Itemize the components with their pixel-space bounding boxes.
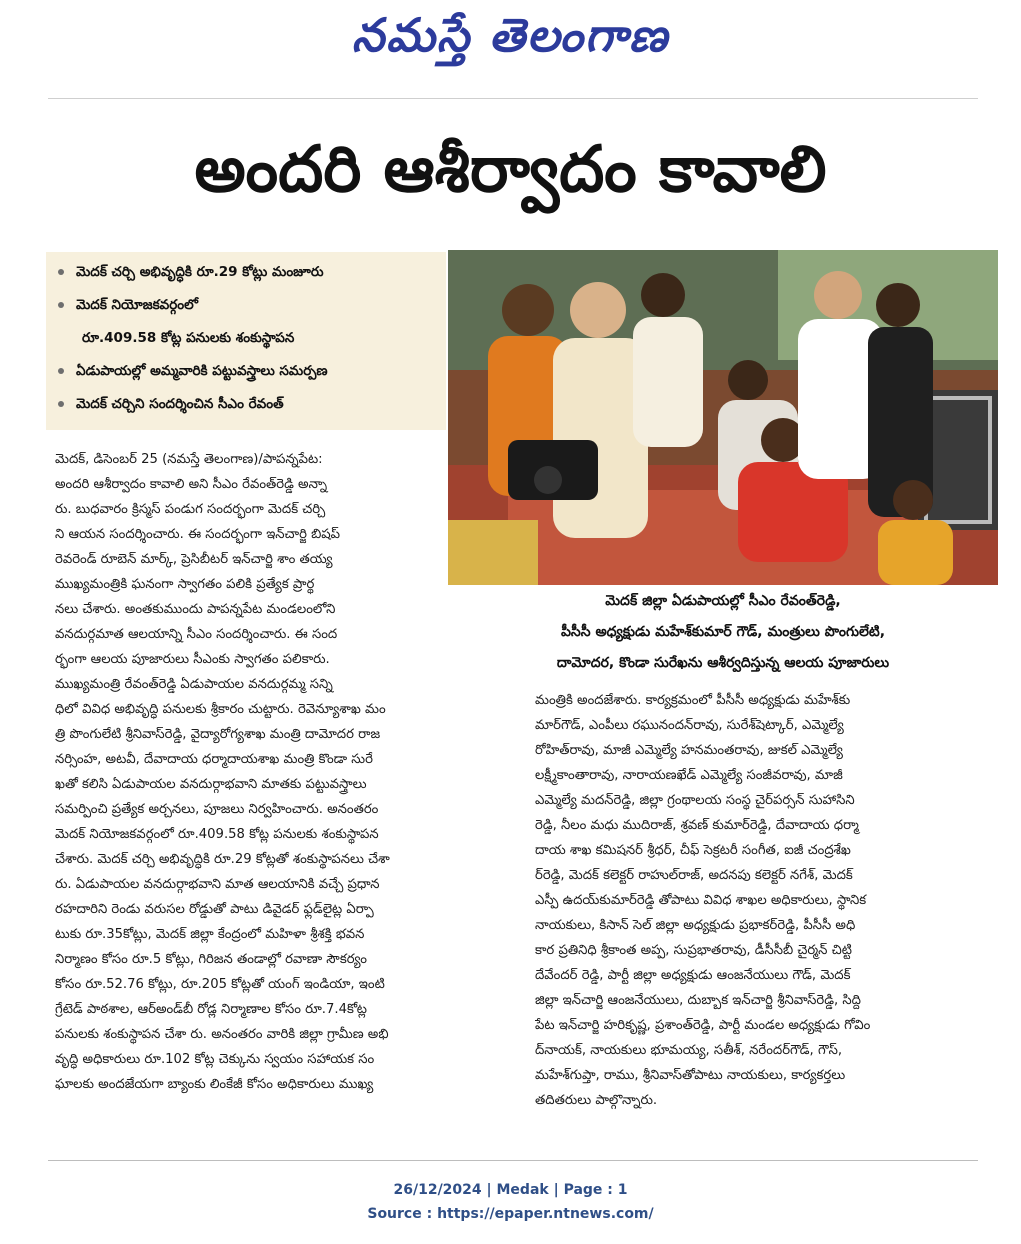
article-line: ఖతో కలిసి ఏడుపాయల వనదుర్గాభవాని మాతకు పట్టువస్త్రాలు xyxy=(55,777,367,792)
footer-rule xyxy=(48,1160,978,1161)
article-line: చేశారు. మెదక్ చర్చి అభివృద్ధికి రూ.29 కోట్లతో శంకుస్థాపనలు చేశా xyxy=(55,852,390,867)
article-line: ఘాలకు అందజేయగా బ్యాంకు లింకేజీ కోసం అధికారులు ముఖ్య xyxy=(55,1077,374,1092)
article-line: గ్రేటెడ్ పాఠశాల, ఆర్‌అండ్‌బీ రోడ్ల నిర్మాణాల కోసం రూ.7.4కోట్ల xyxy=(55,1002,367,1017)
headline: అందరి ఆశీర్వాదం కావాలి xyxy=(194,133,827,207)
article-line: రు. బుధవారం క్రిస్మస్ పండుగ సందర్భంగా మెదక్ చర్చి xyxy=(55,502,326,517)
article-line: ద్‌నాయక్, నాయకులు భూమయ్య, సతీశ్, నరేందర్‌గౌడ్, గౌస్, xyxy=(535,1043,843,1058)
article-line: వనదుర్గమాత ఆలయాన్ని సీఎం సందర్శించారు. ఈ సంద xyxy=(55,627,338,642)
article-line: టుకు రూ.35కోట్లు, మెదక్ జిల్లా కేంద్రంలో మహిళా శ్రీశక్తి భవన xyxy=(55,927,365,942)
article-line: రోహిత్‌రావు, మాజీ ఎమ్మెల్యే హనమంతరావు, జుకల్ ఎమ్మెల్యే xyxy=(535,743,843,758)
article-line: త్రి పొంగులేటి శ్రీనివాస్‌రెడ్డి, వైద్యారోగ్యశాఖ మంత్రి దామోదర రాజ xyxy=(55,727,381,742)
masthead-logo: నమస్తే తెలంగాణ xyxy=(351,8,670,62)
photo-caption-line: దామోదర, కొండా సురేఖను ఆశీర్వదిస్తున్న ఆలయ పూజారులు xyxy=(556,655,890,671)
bullet-dot-icon xyxy=(58,269,64,275)
article-line: కార ప్రతినిధి శ్రీకాంత అప్ప, సుప్రభాతరావు, డీసీసీబీ చైర్మన్ చిట్టి xyxy=(535,943,852,958)
article-column-1 xyxy=(55,447,447,1097)
bullet-dot-icon xyxy=(58,302,64,308)
photo-caption-line: పీసీసీ అధ్యక్షుడు మహేశ్‌కుమార్ గౌడ్, మంత్రులు పొంగులేటి, xyxy=(560,624,886,640)
bullet-item: మెదక్ చర్చి అభివృద్ధికి రూ.29 కోట్లు మంజూరు xyxy=(58,264,324,283)
bullet-item: ఏడుపాయల్లో అమ్మవారికి పట్టువస్త్రాలు సమర్పణ xyxy=(58,363,328,382)
photo-caption-line: మెదక్ జిల్లా ఏడుపాయల్లో సీఎం రేవంత్‌రెడ్డి, xyxy=(605,593,841,609)
article-line: ధిలో వివిధ అభివృద్ధి పనులకు శ్రీకారం చుట్టారు. రెవెన్యూశాఖ మం xyxy=(55,702,386,717)
article-line: తదితరులు పాల్గొన్నారు. xyxy=(535,1093,658,1108)
article-line: మంత్రికి అందజేశారు. కార్యక్రమంలో పీసీసీ అధ్యక్షుడు మహేశ్‌కు xyxy=(535,693,851,708)
article-line: సమర్పించి ప్రత్యేక అర్చనలు, పూజలు నిర్వహించారు. అనంతరం xyxy=(55,802,379,817)
article-line: ర్భంగా ఆలయ పూజారులు సీఎంకు స్వాగతం పలికారు. xyxy=(55,652,330,667)
article-line: ర్‌రెడ్డి, మెదక్ కలెక్టర్ రాహుల్‌రాజ్, అదనపు కలెక్టర్ నగేశ్, మెదక్ xyxy=(535,868,853,883)
footer-source-link[interactable]: Source : https://epaper.ntnews.com/ xyxy=(367,1206,654,1222)
photo-illustration xyxy=(448,250,998,585)
article-line: నలు చేశారు. అంతకుముందు పాపన్నపేట మండలంలోని xyxy=(55,602,336,617)
article-line: రెడ్డి, నీలం మధు ముదిరాజ్, శ్రవణ్ కుమార్‌రెడ్డి, దేవాదాయ ధర్మా xyxy=(535,818,859,833)
bullet-item-continued: రూ.409.58 కోట్ల పనులకు శంకుస్థాపన xyxy=(82,330,295,346)
article-line: నిర్మాణం కోసం రూ.5 కోట్లు, గిరిజన తండాల్లో రవాణా సౌకర్యం xyxy=(55,952,367,967)
article-line: జిల్లా ఇన్‌చార్జి ఆంజనేయులు, దుబ్బాక ఇన్‌చార్జి శ్రీనివాస్‌రెడ్డి, సిద్ది xyxy=(535,993,861,1008)
article-line: అందరి ఆశీర్వాదం కావాలి అని సీఎం రేవంత్‌రెడ్డి అన్నా xyxy=(55,477,328,492)
article-line: రెవరెండ్ రూబెన్ మార్క్, ప్రెసిబీటర్ ఇన్‌చార్జి శాం తయ్య xyxy=(55,552,333,567)
article-line: నర్సింహ, అటవీ, దేవాదాయ ధర్మాదాయశాఖ మంత్రి కొండా సురే xyxy=(55,752,373,767)
article-line: ముఖ్యమంత్రి రేవంత్‌రెడ్డి ఏడుపాయల వనదుర్గమ్మ సన్ని xyxy=(55,677,333,692)
article-line: ఎస్పీ ఉదయ్‌కుమార్‌రెడ్డి తోపాటు వివిధ శాఖల అధికారులు, స్థానిక xyxy=(535,893,867,908)
bullet-dot-icon xyxy=(58,368,64,374)
article-line: ముఖ్యమంత్రికి ఘనంగా స్వాగతం పలికి ప్రత్యేక ప్రార్థ xyxy=(55,577,315,592)
article-column-2 xyxy=(535,688,990,1113)
article-line: మెదక్, డిసెంబర్ 25 (నమస్తే తెలంగాణ)/పాపన్నపేట: xyxy=(55,452,323,467)
article-line: మార్‌గౌడ్, ఎంపీలు రఘునందన్‌రావు, సురేశ్‌షెట్కార్, ఎమ్మెల్యే xyxy=(535,718,844,733)
masthead-rule xyxy=(48,98,978,99)
article-line: ని ఆయన సందర్శించారు. ఈ సందర్భంగా ఇన్‌చార్జి బిషప్ xyxy=(55,527,341,542)
masthead xyxy=(0,8,1021,78)
article-line: లక్ష్మీకాంతారావు, నారాయణఖేడ్ ఎమ్మెల్యే సంజీవరావు, మాజీ xyxy=(535,768,843,783)
article-line: మెదక్ నియోజకవర్గంలో రూ.409.58 కోట్ల పనులకు శంకుస్థాపన xyxy=(55,827,379,842)
article-line: రు. ఏడుపాయల వనదుర్గాభవాని మాత ఆలయానికి వచ్చే ప్రధాన xyxy=(55,877,380,892)
news-photo xyxy=(448,250,998,585)
bullet-item: మెదక్ నియోజకవర్గంలో xyxy=(58,297,198,316)
article-line: నాయకులు, కిసాన్ సెల్ జిల్లా అధ్యక్షుడు ప్రభాకర్‌రెడ్డి, పీసీసీ అధి xyxy=(535,918,856,933)
article-line: పేట ఇన్‌చార్జి హరికృష్ణ, ప్రశాంత్‌రెడ్డి, పార్టీ మండల అధ్యక్షుడు గోవిం xyxy=(535,1018,871,1033)
bullet-box xyxy=(46,252,446,430)
article-line: మహేశ్‌గుప్తా, రాము, శ్రీనివాస్‌తోపాటు నాయకులు, కార్యకర్తలు xyxy=(535,1068,846,1083)
bullet-item: మెదక్ చర్చిని సందర్శించిన సీఎం రేవంత్ xyxy=(58,396,284,415)
footer-date-line: 26/12/2024 | Medak | Page : 1 xyxy=(393,1182,628,1198)
article-line: రహదారిని రెండు వరుసల రోడ్డుతో పాటు డివైడర్ ఫ్లడ్‌లైట్ల ఏర్పా xyxy=(55,902,374,917)
article-line: ఎమ్మెల్యే మదన్‌రెడ్డి, జిల్లా గ్రంథాలయ సంస్థ చైర్‌పర్సన్ సుహాసిని xyxy=(535,793,855,808)
article-line: దేవేందర్ రెడ్డి, పార్టీ జిల్లా అధ్యక్షుడు ఆంజనేయులు గౌడ్, మెదక్ xyxy=(535,968,851,983)
bullet-dot-icon xyxy=(58,401,64,407)
article-line: పనులకు శంకుస్థాపన చేశా రు. అనంతరం వారికి జిల్లా గ్రామీణ అభి xyxy=(55,1027,389,1042)
article-line: కోసం రూ.52.76 కోట్లు, రూ.205 కోట్లతో యంగ్ ఇండియా, ఇంటి xyxy=(55,977,385,992)
article-line: దాయ శాఖ కమిషనర్ శ్రీధర్, చీఫ్ సెక్రటరీ సంగీత, ఐజీ చంద్రశేఖ xyxy=(535,843,851,858)
article-line: వృద్ధి అధికారులు రూ.102 కోట్ల చెక్కును స్వయం సహాయక సం xyxy=(55,1052,375,1067)
